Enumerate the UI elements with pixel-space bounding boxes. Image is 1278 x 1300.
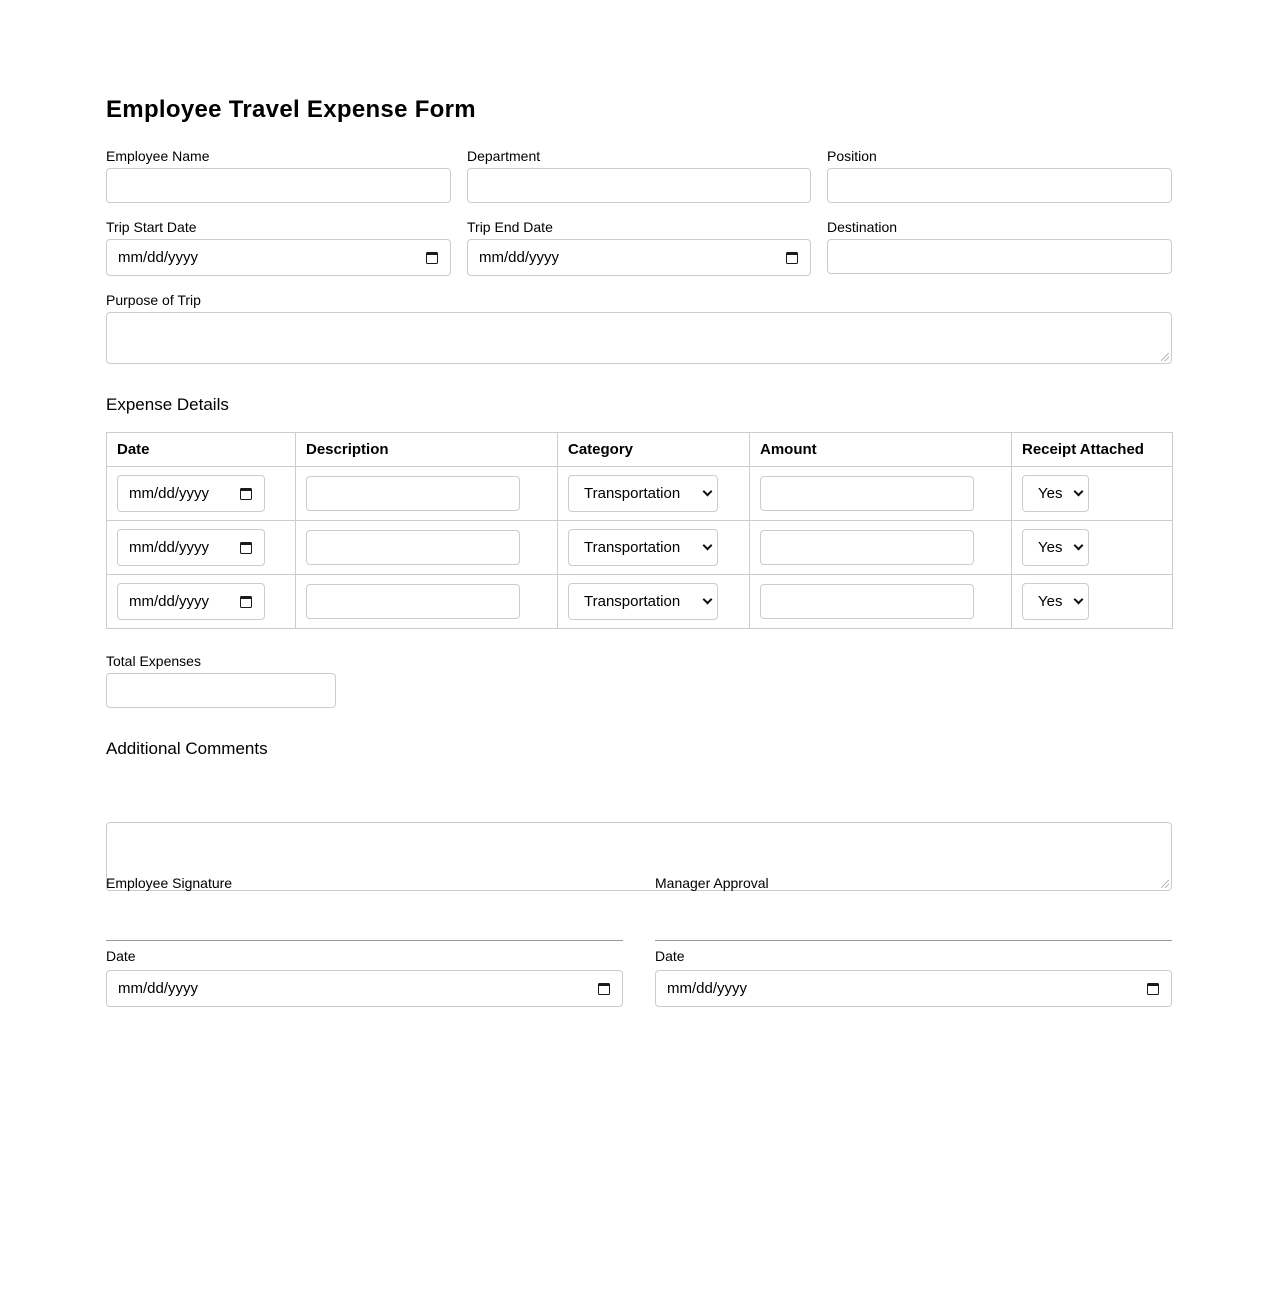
calendar-icon[interactable] [240, 542, 252, 554]
expense-details-heading: Expense Details [106, 395, 229, 414]
trip-end-date-label: Trip End Date [467, 219, 553, 235]
expense-date-input[interactable]: mm/dd/yyyy [117, 475, 265, 512]
employee-name-label: Employee Name [106, 148, 210, 164]
date-placeholder: mm/dd/yyyy [118, 249, 199, 266]
employee-name-input[interactable] [106, 168, 451, 203]
expense-date-input[interactable]: mm/dd/yyyy [117, 529, 265, 566]
purpose-label: Purpose of Trip [106, 292, 201, 308]
expense-category-select[interactable]: Transportation [568, 475, 718, 512]
date-placeholder: mm/dd/yyyy [667, 980, 748, 997]
table-header-row [107, 433, 1173, 467]
resize-handle-icon[interactable] [1161, 353, 1169, 361]
destination-input[interactable] [827, 239, 1172, 274]
column-header-description: Description [296, 433, 558, 467]
calendar-icon[interactable] [240, 488, 252, 500]
destination-label: Destination [827, 219, 898, 235]
purpose-textarea[interactable] [106, 312, 1172, 364]
chevron-down-icon [703, 487, 713, 497]
expense-description-input[interactable] [306, 584, 520, 619]
employee-date-label: Date [106, 948, 136, 964]
expense-amount-input[interactable] [760, 530, 974, 565]
column-header-category: Category [558, 433, 750, 467]
expense-category-select[interactable]: Transportation [568, 529, 718, 566]
date-placeholder: mm/dd/yyyy [479, 249, 560, 266]
chevron-down-icon [703, 541, 713, 551]
department-label: Department [467, 148, 541, 164]
expense-amount-input[interactable] [760, 476, 974, 511]
total-expenses-input[interactable] [106, 673, 336, 708]
receipt-attached-select[interactable]: Yes [1022, 529, 1089, 566]
chevron-down-icon [1074, 487, 1084, 497]
comments-textarea[interactable] [106, 822, 1172, 891]
calendar-icon[interactable] [598, 983, 610, 995]
chevron-down-icon [1074, 541, 1084, 551]
department-input[interactable] [467, 168, 811, 203]
table-row [107, 575, 1173, 629]
expense-category-select[interactable]: Transportation [568, 583, 718, 620]
expense-description-input[interactable] [306, 530, 520, 565]
calendar-icon[interactable] [786, 252, 798, 264]
employee-signature-label: Employee Signature [106, 875, 233, 891]
column-header-date: Date [107, 433, 296, 467]
manager-date-label: Date [655, 948, 685, 964]
trip-end-date-input[interactable] [467, 239, 811, 276]
employee-signature-line[interactable] [106, 940, 623, 941]
expense-form [106, 0, 1172, 997]
expense-amount-input[interactable] [760, 584, 974, 619]
resize-handle-icon[interactable] [1161, 880, 1169, 888]
trip-start-date-input[interactable] [106, 239, 451, 276]
manager-approval-date-input[interactable] [655, 970, 1172, 1007]
expense-description-input[interactable] [306, 476, 520, 511]
calendar-icon[interactable] [426, 252, 438, 264]
expense-date-input[interactable]: mm/dd/yyyy [117, 583, 265, 620]
column-header-amount: Amount [750, 433, 1012, 467]
calendar-icon[interactable] [240, 596, 252, 608]
page-title: Employee Travel Expense Form [106, 96, 476, 123]
additional-comments-heading: Additional Comments [106, 739, 268, 758]
chevron-down-icon [703, 595, 713, 605]
position-input[interactable] [827, 168, 1172, 203]
table-row [107, 467, 1173, 521]
expense-table [106, 432, 1173, 629]
manager-approval-label: Manager Approval [655, 875, 769, 891]
total-expenses-label: Total Expenses [106, 653, 201, 669]
employee-signature-date-input[interactable] [106, 970, 623, 1007]
column-header-receipt: Receipt Attached [1012, 433, 1173, 467]
manager-signature-line[interactable] [655, 940, 1172, 941]
trip-start-date-label: Trip Start Date [106, 219, 197, 235]
date-placeholder: mm/dd/yyyy [118, 980, 199, 997]
table-row [107, 521, 1173, 575]
position-label: Position [827, 148, 877, 164]
receipt-attached-select[interactable]: Yes [1022, 475, 1089, 512]
chevron-down-icon [1074, 595, 1084, 605]
receipt-attached-select[interactable]: Yes [1022, 583, 1089, 620]
calendar-icon[interactable] [1147, 983, 1159, 995]
